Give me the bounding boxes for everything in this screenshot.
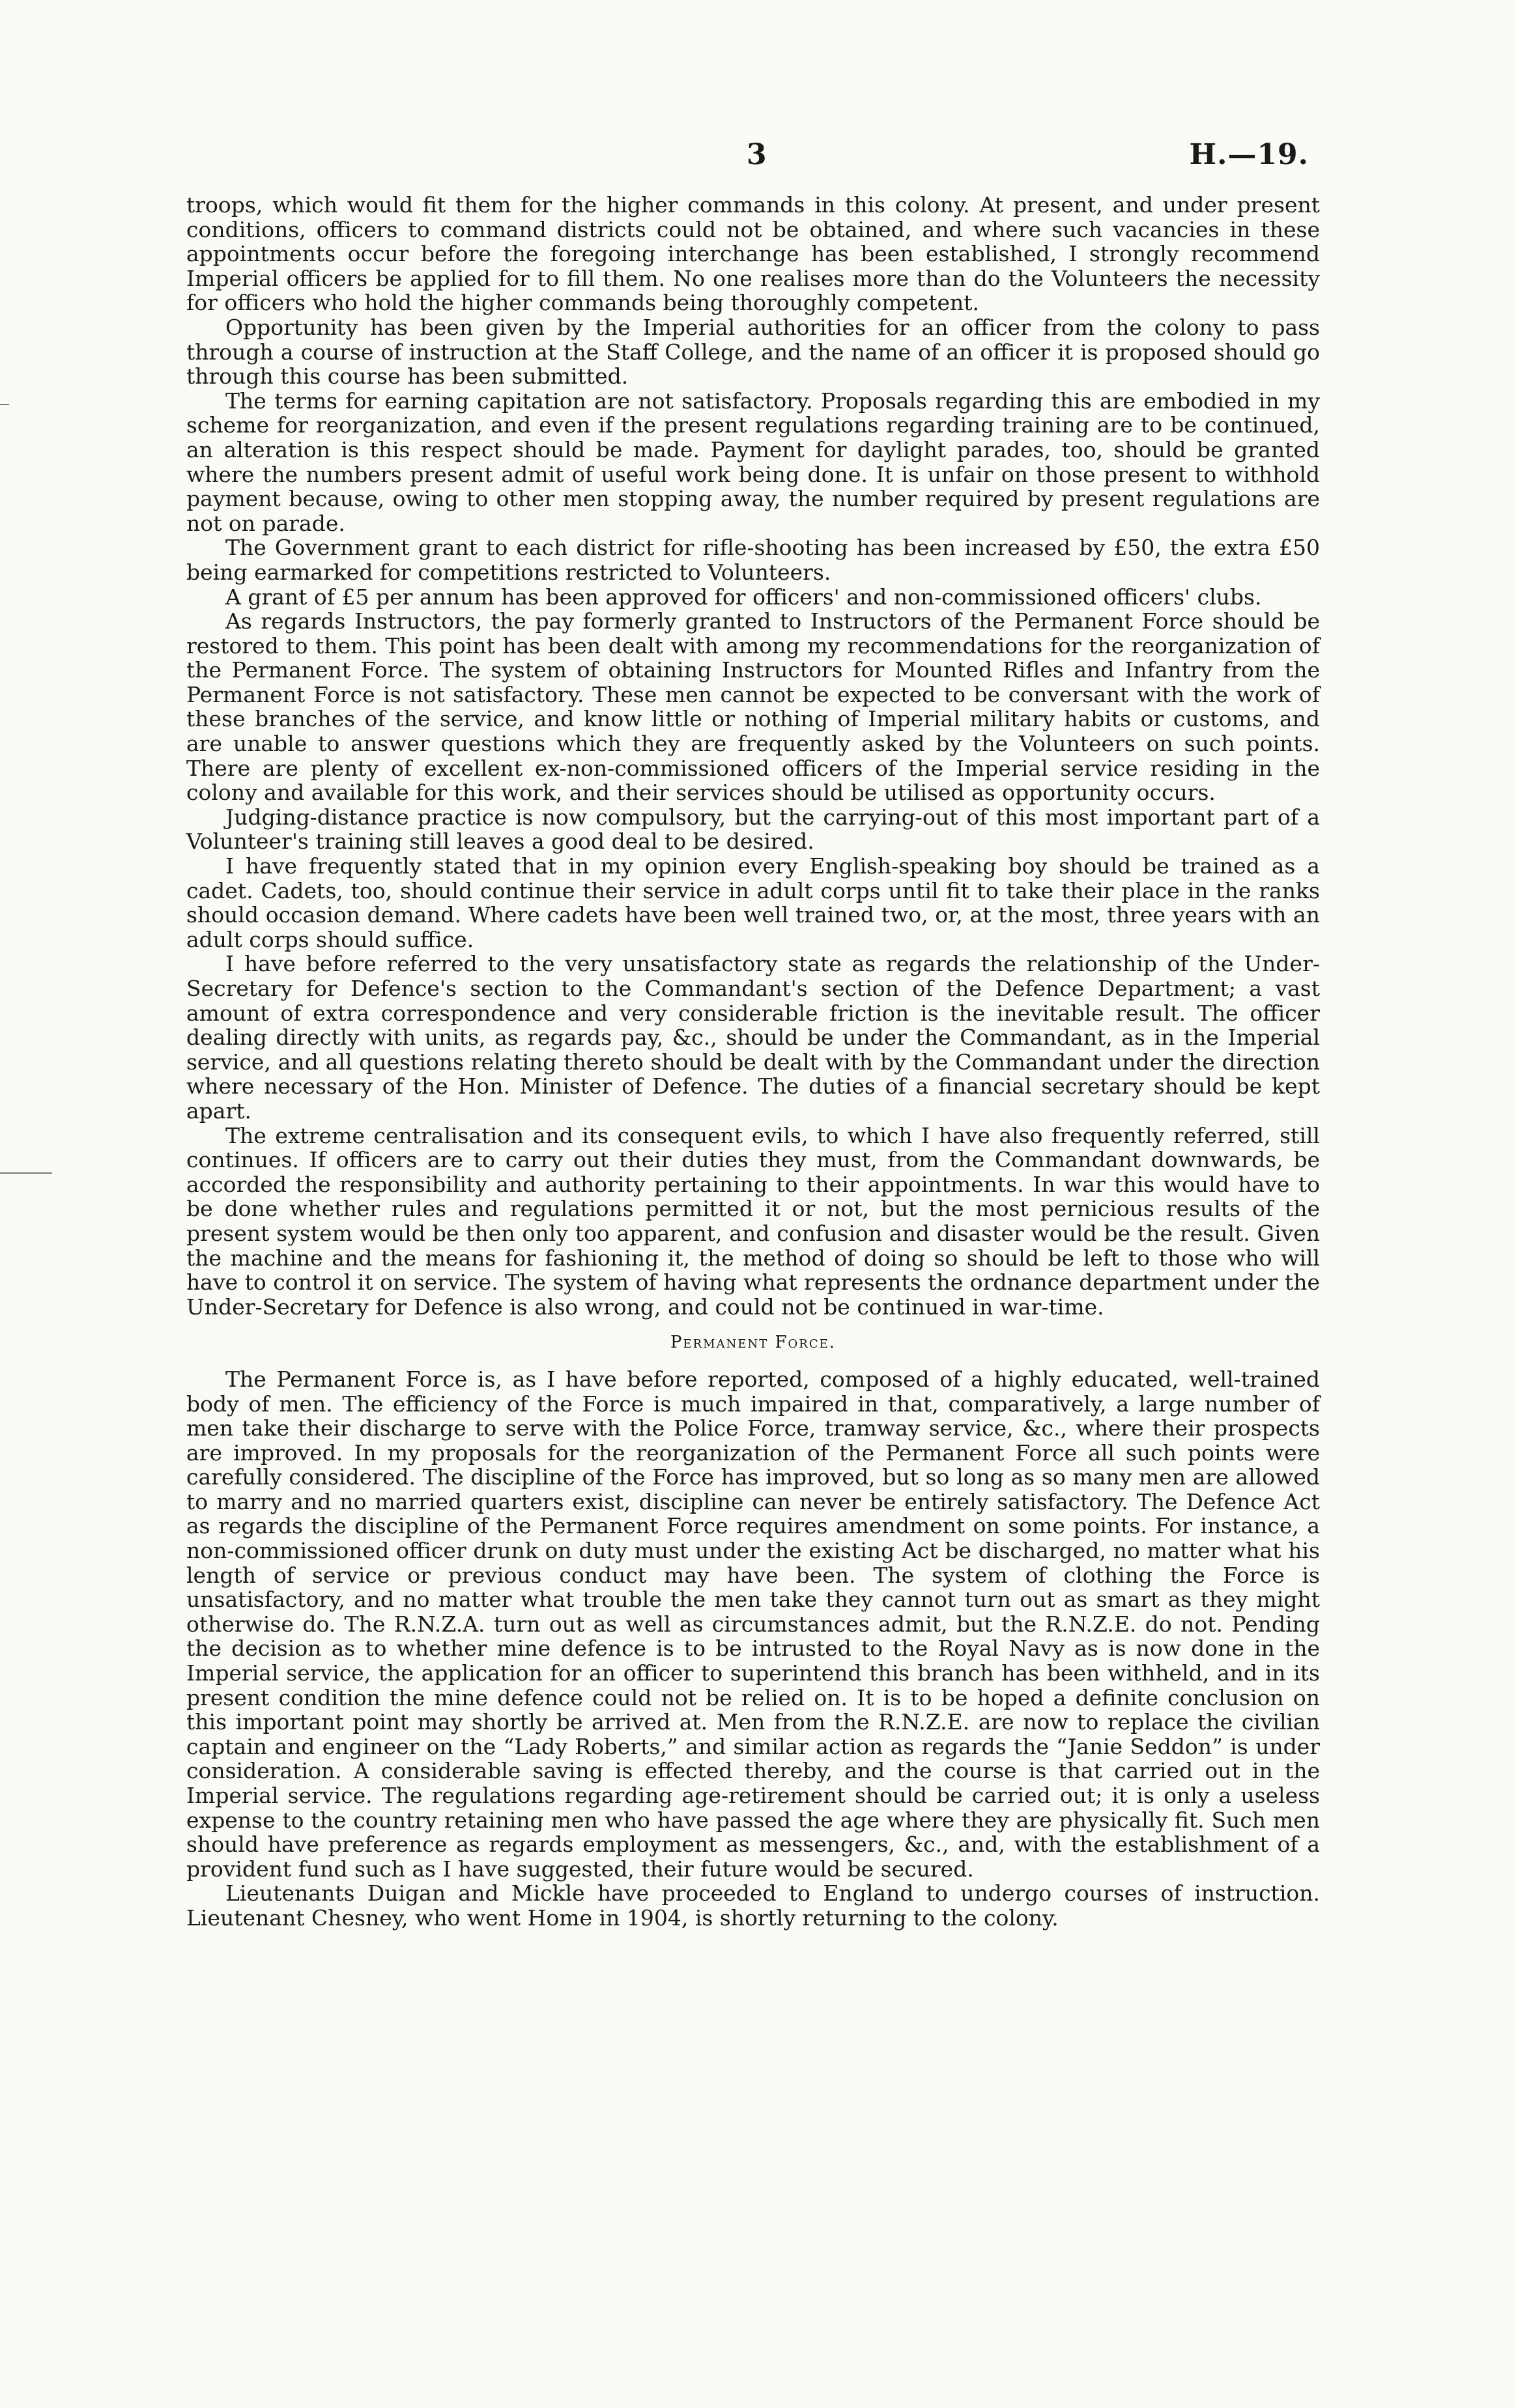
paragraph: As regards Instructors, the pay formerly granted to Instructors of the Permanent Force should be restored to them. This point has been dealt with among my recommendations for the reorganization of the Permanent Force. The system of obtaining Instructors for Mounted Rifles and Infantry from the Permanent Force is not satisfactory. These men cannot be expected to be conversant with the work of these branches of the service, and know little or nothing of Imperial military habits or customs, and are unable to answer questions which they are frequently asked by the Volunteers on such points. There are plenty of excellent ex-non-commissioned officers of the Imperial service residing in the colony and available for this work, and their services should be utilised as opportunity occurs.	[186, 608, 1320, 806]
margin-mark	[0, 1172, 52, 1174]
paragraph: A grant of £5 per annum has been approved for officers' and non-commissioned officers' clubs.	[225, 584, 1262, 610]
paragraph: I have frequently stated that in my opinion every English-speaking boy should be trained as a cadet. Cadets, too, should continue their service in adult corps until fit to take their place in the ranks should occasion demand. Where cadets have been well trained two, or, at the most, three years with an adult corps should suffice.	[186, 853, 1320, 952]
page-number: 3	[747, 138, 767, 171]
body-text	[186, 193, 1320, 1931]
page-header	[0, 138, 1516, 177]
document-reference: H.—19.	[1189, 138, 1309, 171]
paragraph: The extreme centralisation and its consequent evils, to which I have also frequently referred, still continues. If officers are to carry out their duties they must, from the Commandant downwards, be accorded the responsibility and authority pertaining to their appointments. In war this would have to be done whether rules and regulations permitted it or not, but the most pernicious results of the present system would be then only too apparent, and confusion and disaster would be the result. Given the machine and the means for fashioning it, the method of doing so should be left to those who will have to control it on service. The system of having what represents the ordnance department under the Under-Secretary for Defence is also wrong, and could not be continued in war-time.	[186, 1122, 1320, 1320]
paragraph: troops, which would fit them for the higher commands in this colony. At present, and under present conditions, officers to command districts could not be obtained, and where such vacancies in these appointments occur before the foregoing interchange has been established, I strongly recommend Imperial officers be applied for to fill them. No one realises more than do the Volunteers the necessity for officers who hold the higher commands being thoroughly competent.	[186, 192, 1320, 316]
paragraph: The terms for earning capitation are not satisfactory. Proposals regarding this are embodied in my scheme for reorganization, and even if the present regulations regarding training are to be continued, an alteration is this respect should be made. Payment for daylight parades, too, should be granted where the numbers present admit of useful work being done. It is unfair on those present to withhold payment because, owing to other men stopping away, the number required by present regulations are not on parade.	[186, 388, 1320, 536]
paragraph: I have before referred to the very unsatisfactory state as regards the relationship of the Under-Secretary for Defence's section to the Commandant's section of the Defence Department; a vast amount of extra correspondence and very considerable friction is the inevitable result. The officer dealing directly with units, as regards pay, &c., should be under the Commandant, as in the Imperial service, and all questions relating thereto should be dealt with by the Commandant under the direction where necessary of the Hon. Minister of Defence. The duties of a financial secretary should be kept apart.	[186, 951, 1320, 1124]
paragraph: Judging-distance practice is now compulsory, but the carrying-out of this most important part of a Volunteer's training still leaves a good deal to be desired.	[186, 804, 1320, 855]
paragraph: Opportunity has been given by the Imperial authorities for an officer from the colony to pass through a course of instruction at the Staff College, and the name of an officer it is proposed should go through this course has been submitted.	[186, 314, 1320, 390]
paragraph: Lieutenants Duigan and Mickle have proceeded to England to undergo courses of instruction. Lieutenant Chesney, who went Home in 1904, is shortly returning to the colony.	[186, 1880, 1320, 1931]
paragraph: The Permanent Force is, as I have before reported, composed of a highly educated, well-trained body of men. The efficiency of the Force is much impaired in that, comparatively, a large number of men take their discharge to serve with the Police Force, tramway service, &c., where their prospects are improved. In my proposals for the reorganization of the Permanent Force all such points were carefully considered. The discipline of the Force has improved, but so long as so many men are allowed to marry and no married quarters exist, discipline can never be entirely satisfactory. The Defence Act as regards the discipline of the Permanent Force requires amendment on some points. For instance, a non-commissioned officer drunk on duty must under the existing Act be discharged, no matter what his length of service or previous conduct may have been. The system of clothing the Force is unsatisfactory, and no matter what trouble the men take they cannot turn out as smart as they might otherwise do. The R.N.Z.A. turn out as well as circumstances admit, but the R.N.Z.E. do not. Pending the decision as to whether mine defence is to be intrusted to the Royal Navy as is now done in the Imperial service, the application for an officer to superintend this branch has been withheld, and in its present condition the mine defence could not be relied on. It is to be hoped a definite conclusion on this important point may shortly be arrived at. Men from the R.N.Z.E. are now to replace the civilian captain and engineer on the “Lady Roberts,” and similar action as regards the “Janie Seddon” is under consideration. A considerable saving is effected thereby, and the course is that carried out in the Imperial service. The regulations regarding age-retirement should be carried out; it is only a useless expense to the country retaining men who have passed the age where they are physically fit. Such men should have preference as regards employment as messengers, &c., and, with the establishment of a provident fund such as I have suggested, their future would be secured.	[186, 1366, 1320, 1882]
section-heading: Permanent Force.	[670, 1333, 837, 1353]
margin-mark	[0, 404, 9, 405]
paragraph: The Government grant to each district for rifle-shooting has been increased by £50, the extra £50 being earmarked for competitions restricted to Volunteers.	[186, 535, 1320, 585]
